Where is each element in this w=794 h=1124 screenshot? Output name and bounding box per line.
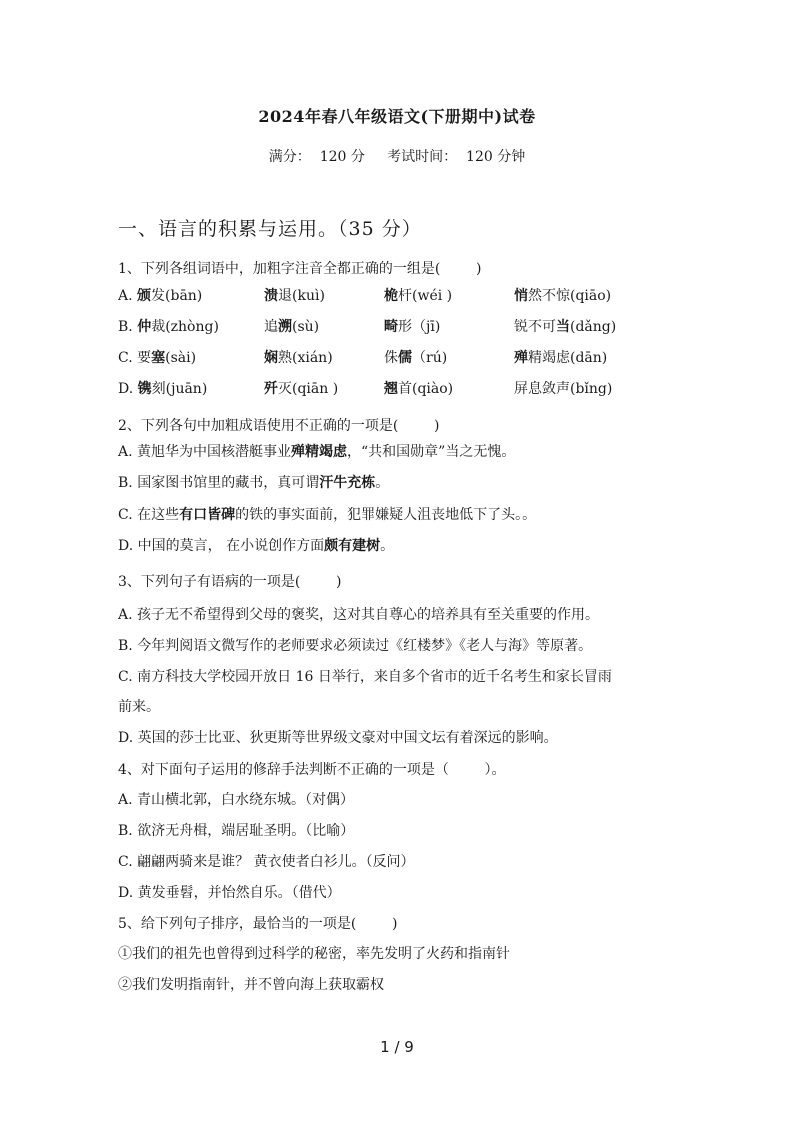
meta-spacer: [457, 149, 466, 165]
time-label: 考试时间：: [387, 149, 458, 165]
exam-meta: [0, 146, 794, 166]
question-3-option-b: B. 今年判阅语文微写作的老师要求必须读过《红楼梦》《老人与海》等原著。: [118, 638, 593, 654]
meta-spacer: [365, 149, 387, 165]
option-word: 歼灭(qiān ): [264, 381, 339, 397]
option-word: D. 镌刻(juān): [118, 381, 208, 397]
question-4-option-d: D. 黄发垂髫，并怡然自乐。（借代）: [118, 885, 341, 901]
question-2-option-b: B. 国家图书馆里的藏书，真可谓汗牛充栋。: [118, 475, 390, 491]
question-4-option-c: C. 翩翩两骑来是谁？ 黄衣使者白衫儿。（反问）: [118, 854, 415, 870]
score-value: 120 分: [319, 149, 365, 165]
question-2-option-d: D. 中国的莫言， 在小说创作方面颇有建树。: [118, 538, 395, 554]
question-4-option-b: B. 欲济无舟楫，端居耻圣明。（比喻）: [118, 823, 355, 839]
question-3-stem: 3、下列句子有语病的一项是( ): [118, 574, 342, 590]
time-value: 120 分钟: [466, 149, 526, 165]
question-5-sentence-2: ②我们发明指南针，并不曾向海上获取霸权: [118, 977, 384, 993]
question-2-option-c: C. 在这些有口皆碑的铁的事实面前，犯罪嫌疑人沮丧地低下了头。。: [118, 507, 537, 523]
option-word: B. 仲裁(zhòng): [118, 319, 219, 335]
question-3-option-d: D. 英国的莎士比亚、狄更斯等世界级文豪对中国文坛有着深远的影响。: [118, 730, 558, 746]
option-word: 追溯(sù): [264, 319, 320, 335]
option-word: 悄然不惊(qiāo): [514, 288, 612, 304]
question-2-option-a: A. 黄旭华为中国核潜艇事业殚精竭虑，“共和国勋章”当之无愧。: [118, 444, 516, 460]
option-word: 翘首(qiào): [384, 381, 454, 397]
page-number: 1 / 9: [380, 1038, 414, 1056]
question-3-option-c-continued: 前来。: [118, 699, 160, 715]
option-word: C. 要塞(sài): [118, 350, 197, 366]
question-5-stem: 5、给下列句子排序，最恰当的一项是( ): [118, 916, 398, 932]
question-5-sentence-1: ①我们的祖先也曾得到过科学的秘密，率先发明了火药和指南针: [118, 946, 510, 962]
question-3-option-c: C. 南方科技大学校园开放日 16 日举行，来自多个省市的近千名考生和家长冒雨: [118, 669, 612, 685]
option-word: 娴熟(xián): [264, 350, 333, 366]
option-word: 桅杆(wéi ): [384, 288, 453, 304]
option-word: 殚精竭虑(dān): [514, 350, 608, 366]
option-word: 侏儒（rú): [384, 350, 448, 366]
option-word: 锐不可当(dǎng): [514, 319, 617, 335]
question-3-option-a: A. 孩子无不希望得到父母的褒奖，这对其自尊心的培养具有至关重要的作用。: [118, 607, 600, 623]
question-1-stem: 1、下列各组词语中，加粗字注音全都正确的一组是( ): [118, 261, 482, 277]
section-heading: 一、语言的积累与运用。（35 分）: [118, 218, 422, 240]
question-4-option-a: A. 青山横北郭，白水绕东城。（对偶）: [118, 792, 355, 808]
question-2-stem: 2、下列各句中加粗成语使用不正确的一项是( ): [118, 418, 440, 434]
question-4-stem: 4、对下面句子运用的修辞手法判断不正确的一项是（ ）。: [118, 762, 506, 778]
meta-spacer: [311, 149, 320, 165]
option-word: 溃退(kuì): [264, 288, 325, 304]
option-word: 畸形（jī): [384, 319, 441, 335]
option-word: 屏息敛声(bǐng): [514, 381, 613, 397]
exam-title: 2024年春八年级语文(下册期中)试卷: [258, 107, 536, 126]
score-label: 满分：: [268, 149, 311, 165]
option-word: A. 颁发(bān): [118, 288, 203, 304]
